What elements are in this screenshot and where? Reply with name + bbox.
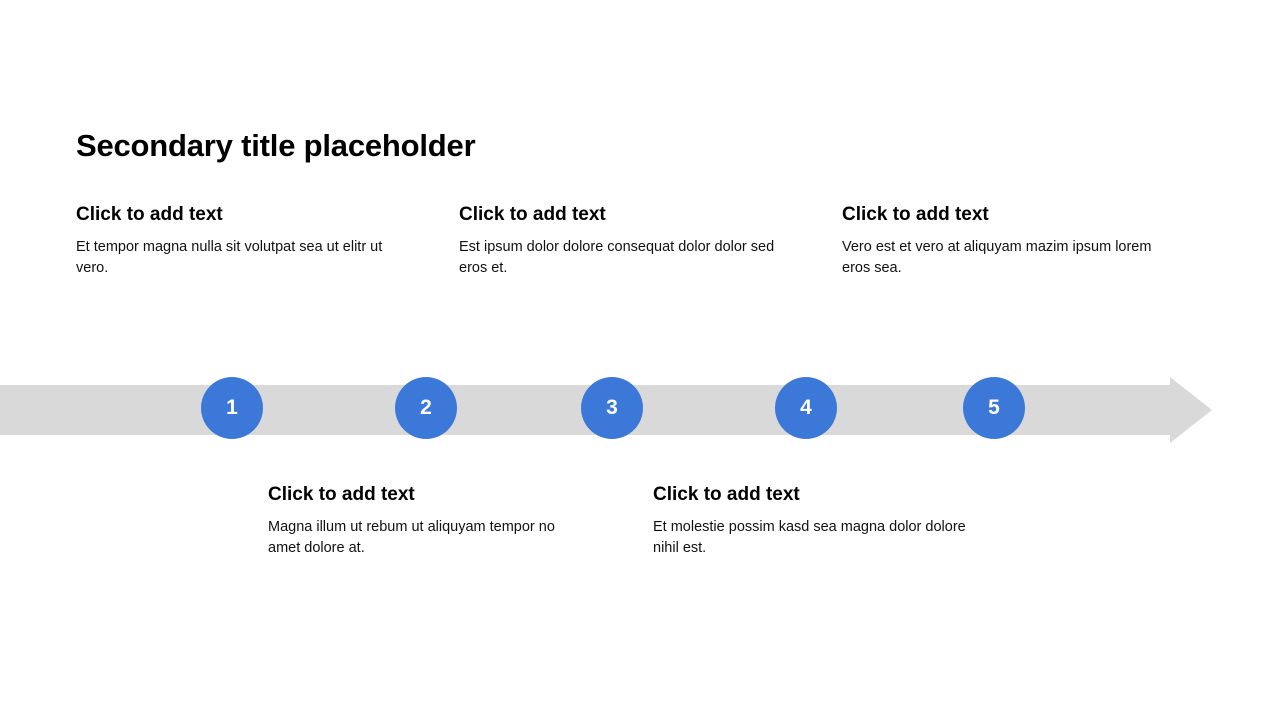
text-block-5[interactable]: [653, 483, 973, 559]
step-circle-5[interactable]: 5: [963, 377, 1025, 439]
text-block-3[interactable]: [842, 203, 1162, 279]
text-block-3-heading[interactable]: Click to add text: [842, 204, 989, 225]
process-arrow: [0, 377, 1280, 443]
text-block-5-body[interactable]: Et molestie possim kasd sea magna dolor dolore nihil est.: [653, 518, 966, 556]
page-title: Secondary title placeholder: [76, 128, 476, 163]
bottom-text-block-row: [268, 483, 988, 559]
text-block-2-body[interactable]: Est ipsum dolor dolore consequat dolor dolor sed eros et.: [459, 238, 775, 276]
text-block-5-heading[interactable]: Click to add text: [653, 484, 800, 505]
text-block-1-heading[interactable]: Click to add text: [76, 204, 223, 225]
text-block-4[interactable]: [268, 483, 588, 559]
top-text-block-row: [76, 203, 1206, 279]
step-circle-2[interactable]: 2: [395, 377, 457, 439]
text-block-2[interactable]: [459, 203, 779, 279]
text-block-1[interactable]: [76, 203, 396, 279]
text-block-2-heading[interactable]: Click to add text: [459, 204, 606, 225]
text-block-3-body[interactable]: Vero est et vero at aliquyam mazim ipsum lorem eros sea.: [842, 238, 1152, 276]
text-block-1-body[interactable]: Et tempor magna nulla sit volutpat sea ut elitr ut vero.: [76, 238, 383, 276]
step-circle-4[interactable]: 4: [775, 377, 837, 439]
arrow-head-icon: [1170, 377, 1212, 443]
text-block-4-body[interactable]: Magna illum ut rebum ut aliquyam tempor no amet dolore at.: [268, 518, 555, 556]
step-circle-3[interactable]: 3: [581, 377, 643, 439]
text-block-4-heading[interactable]: Click to add text: [268, 484, 415, 505]
step-circle-1[interactable]: 1: [201, 377, 263, 439]
